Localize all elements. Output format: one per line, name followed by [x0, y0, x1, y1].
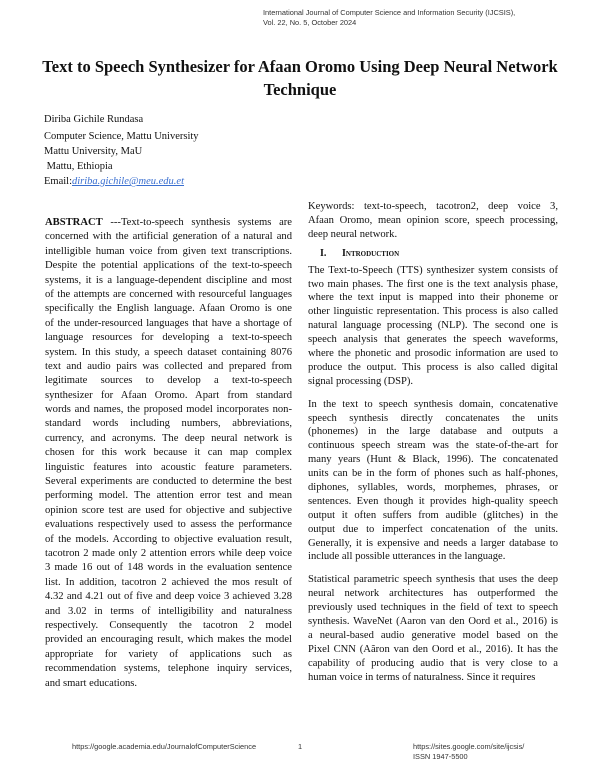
paragraph-line: diphones, syllables, words, morphemes, phrases, or — [308, 482, 558, 494]
page-number: 1 — [298, 742, 303, 751]
author-name: Diriba Gichile Rundasa — [44, 114, 144, 125]
abstract-line: standard words including numbers, abbreviations, — [45, 418, 292, 430]
abstract-line: language resources for developing a text-to-speech — [45, 332, 292, 344]
journal-name: International Journal of Computer Science and Information Security (IJCSIS), — [263, 8, 516, 17]
abstract-line: recommendation systems, telephone inquiry services, — [45, 663, 292, 675]
paragraph-line: output due to imperfect concatenation of the units. — [308, 523, 558, 535]
abstract-line: linguistic features into acoustic feature parameters. — [45, 461, 292, 473]
abstract-line: system. In this study, a speech dataset containing 8076 — [45, 346, 292, 358]
intro-paragraph — [308, 573, 558, 684]
paragraph-line: continuous speech stream was the state-of-the-art for — [308, 440, 558, 452]
paragraph-line: synthesis. WaveNet (Aaron van den Oord et al., 2016) is — [308, 616, 558, 628]
journal-header — [263, 8, 515, 28]
abstract-line: evaluations respectively used to assess the performance — [45, 519, 292, 531]
section-title: Introduction — [342, 247, 400, 259]
paragraph-line: human voice in terms of naturalness. Since it requires — [308, 671, 536, 683]
author-location: Mattu, Ethiopia — [44, 161, 113, 172]
paragraph-line: In the text to speech synthesis domain, concatenative — [308, 398, 558, 410]
abstract-line: of the models. According to objective evaluation result, — [45, 533, 292, 545]
abstract-label: ABSTRACT — [45, 217, 103, 228]
abstract-line: performing model. The attention error test and mean — [45, 490, 292, 502]
section-number: I. — [320, 247, 327, 259]
paragraph-line: sentences. Even though it provides high-quality speech — [308, 495, 558, 507]
abstract-line: words and names, the proposed model incorporates non- — [45, 404, 292, 416]
paragraph-line: Generally, it is expensive and needs a larger database to — [308, 537, 558, 549]
title-line: Text to Speech Synthesizer for Afaan Oromo Using Deep Neural Network — [42, 57, 558, 76]
paper-title — [20, 55, 580, 101]
paragraph-line: signal processing (DSP). — [308, 375, 414, 387]
abstract-line: of the attempts are concerned with resourceful languages — [45, 288, 292, 300]
paragraph-line: previously used techniques in the field of text to speech — [308, 602, 558, 614]
abstract-line: and 3.02 in terms of intelligibility and naturalness — [45, 605, 292, 617]
journal-issue: Vol. 22, No. 5, October 2024 — [263, 18, 357, 27]
keywords-line: deep neural network. — [308, 228, 398, 240]
abstract-line: intelligible human voice from given text transcriptions. — [45, 245, 292, 257]
paragraph-gap — [308, 389, 558, 398]
abstract-line: 4.32 and 4.21 out of five and deep voice 3 achieved 3.28 — [45, 591, 292, 603]
abstract-line: text and audio pairs was collected and prepared from — [45, 360, 292, 372]
right-column — [308, 200, 558, 685]
paragraph-line: neural network architectures has outperformed the — [308, 588, 558, 600]
paragraph-line: speech analysis that generates the speech waveforms, — [308, 334, 558, 346]
section-heading-introduction — [320, 248, 558, 259]
footer-right-url: https://sites.google.com/site/ijcsis/ — [413, 742, 525, 751]
abstract-line: legitimate sources to develop a text-to-speech — [45, 375, 292, 387]
abstract-line: Several experiments are conducted to determine the best — [45, 476, 292, 488]
paragraph-line: many years (Hunt & Black, 1996). The concatenated — [308, 454, 558, 466]
keywords-line: Afaan Oromo, mean opinion score, speech processing, — [308, 214, 558, 226]
author-department: Computer Science, Mattu University — [44, 131, 199, 142]
abstract-line: currency, and acronyms. The deep neural network is — [45, 432, 292, 444]
paragraph-line: where the phonetic and prosodic information are used to — [308, 348, 558, 360]
abstract-line: Despite the potential applications of the text-to-speech — [45, 260, 292, 272]
intro-paragraph — [308, 264, 558, 389]
author-university: Mattu University, MaU — [44, 146, 143, 157]
paragraph-line: a neural-based audio generative model based on the — [308, 629, 558, 641]
paragraph-line: two main phases. The first one is the text analysis phase, — [308, 278, 558, 290]
footer-left-url: https://google.academia.edu/JournalofComputerScience — [72, 742, 257, 751]
abstract-column — [45, 216, 292, 691]
author-email — [44, 174, 199, 189]
paragraph-line: output it often suffers from audible (glitches) in the — [308, 509, 558, 521]
paragraph-line: where the text input is mapped into their phoneme or — [308, 292, 558, 304]
footer-right — [413, 742, 524, 762]
abstract-line: systems, it is a language-dependent discipline and most — [45, 274, 292, 286]
intro-paragraph — [308, 398, 558, 565]
abstract-line: of the under-resourced languages that have a shortage of — [45, 317, 292, 329]
email-link[interactable]: diriba.gichile@meu.edu.et — [72, 176, 185, 187]
abstract-line: 3 made 16 out of 148 words in the evaluation sentence — [45, 562, 292, 574]
abstract-line: specifically the English language. Afaan Oromo is one — [45, 303, 292, 315]
footer-issn: ISSN 1947-5500 — [413, 752, 468, 761]
paragraph-line: include all possible utterances in the language. — [308, 551, 506, 563]
abstract-line: and smart educations. — [45, 677, 138, 689]
keywords-line: Keywords: text-to-speech, tacotron2, deep voice 3, — [308, 201, 558, 212]
title-line: Technique — [263, 80, 337, 99]
abstract-line: appropriate for variety of applications such as — [45, 648, 292, 660]
paragraph-line: capability of producing audio that is very close to a — [308, 657, 558, 669]
paragraph-line: speech synthesis directly concatenates the units — [308, 412, 558, 424]
paragraph-line: produce the output. This process is also called digital — [308, 361, 558, 373]
abstract-line: opinion score test are used for objective and subjective — [45, 504, 292, 516]
abstract-line: concerned with the artificial generation of a natural and — [45, 231, 292, 243]
abstract-line: tacotron 2 made only 2 attention errors while deep voice — [45, 547, 292, 559]
abstract-line: synthesizer for Afaan Oromo. Apart from standard — [45, 389, 292, 401]
abstract-line: respectively. Consequently the tacotron 2 model — [45, 619, 292, 631]
paragraph-line: other linguistic representation. This process is also called — [308, 306, 558, 318]
abstract-text: ---Text-to-speech synthesis systems are — [110, 217, 292, 228]
paragraph-line: units can be in the form of phones such as half-phones, — [308, 468, 558, 480]
email-label: Email: — [44, 176, 72, 187]
paragraph-line: Statistical parametric speech synthesis that uses the deep — [308, 574, 558, 586]
paragraph-line: (phonemes) in the large database and outputs a — [308, 426, 558, 438]
paragraph-line: natural language processing (NLP). The second one is — [308, 320, 558, 332]
abstract-line — [45, 216, 292, 230]
abstract-line: list. In addition, tacotron 2 achieved the mos result of — [45, 576, 292, 588]
author-block — [44, 112, 199, 189]
paragraph-line: Pixel CNN (Aãron van den Oord et al., 2016). It has the — [308, 643, 558, 655]
paragraph-gap — [308, 564, 558, 573]
abstract-line: chosen for this work because it can map complex — [45, 447, 292, 459]
abstract-line: provided an encouraging result, which makes the model — [45, 634, 292, 646]
paragraph-line: The Text-to-Speech (TTS) synthesizer system consists of — [308, 264, 558, 276]
